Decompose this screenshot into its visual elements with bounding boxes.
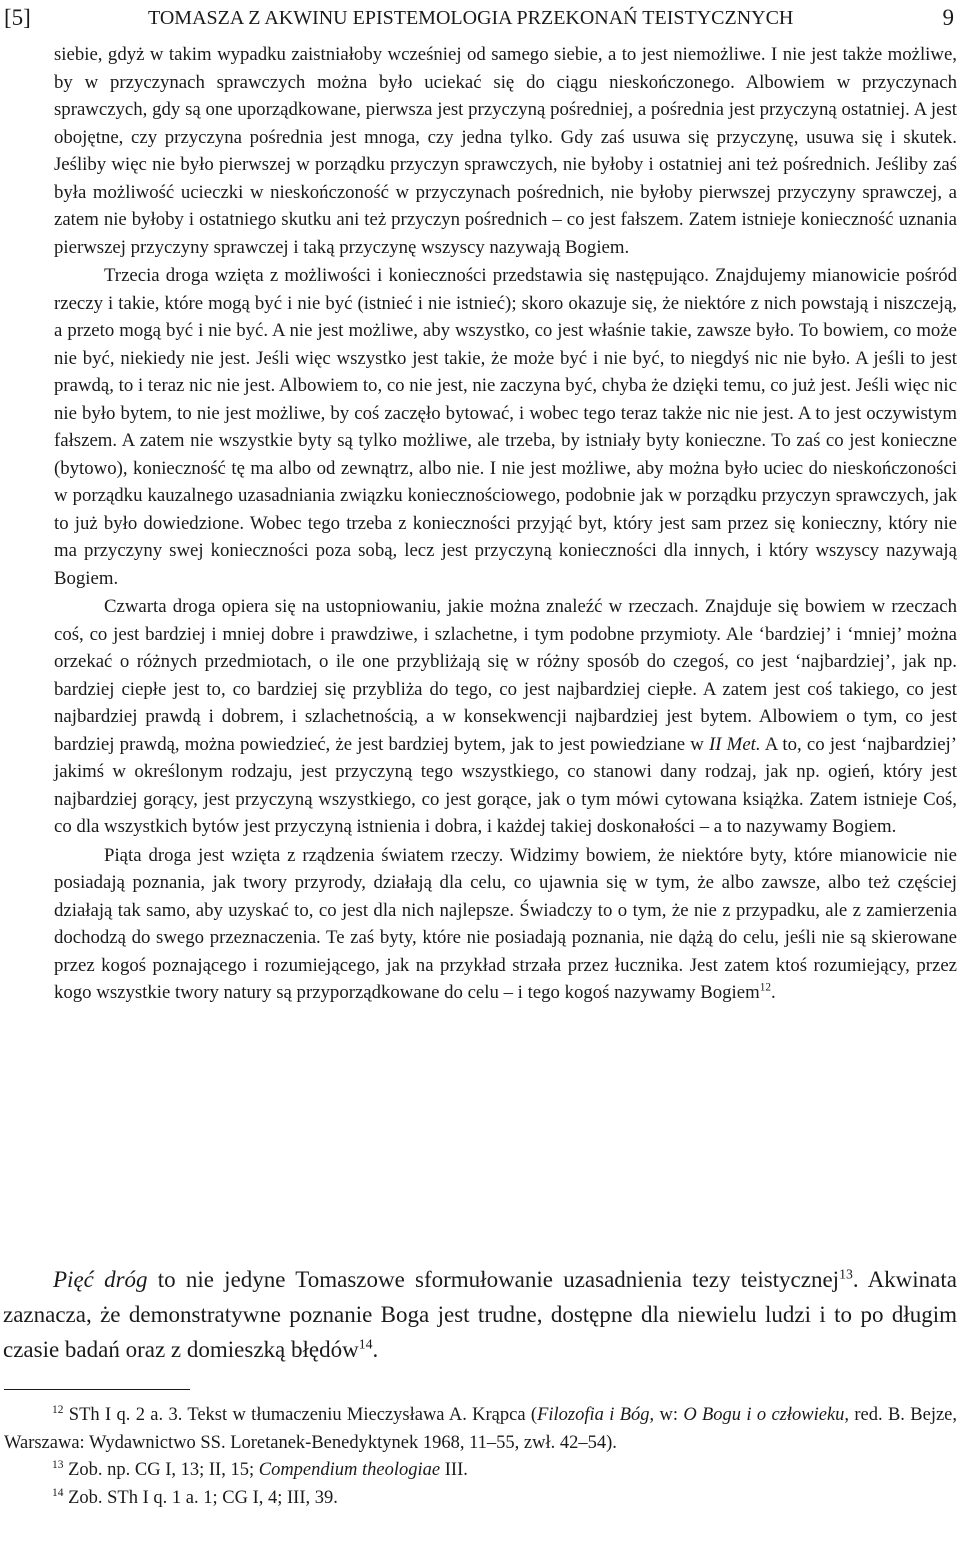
footnote-text: III.	[440, 1460, 468, 1480]
quote-paragraph: Trzecia droga wzięta z możliwości i konieczności przedstawia się następująco. Znajdujemy mianowicie pośród rzeczy i takie, które mogą być i nie być (istnieć i nie istnieć); skoro okazuje się, że niektóre z nich powstają i niszczeją, a przeto mogą być i nie być. A nie jest możliwe, aby wszystko, co jest właśnie takie, zawsze było. To bowiem, co może nie być, niekiedy nie jest. Jeśli więc wszystko jest takie, że może być i nie być, to niegdyś nic nie było. A jeśli to jest prawdą, to i teraz nic nie jest. Albowiem to, co nie jest, nie zaczyna być, chyba że dzięki temu, co już jest. Jeśli więc nic nie było bytem, to nie jest możliwe, by coś zaczęło bytować, i wobec tego teraz także nic nie jest. A to jest oczywistym fałszem. A zatem nie wszystkie byty są tylko możliwe, ale trzeba, by istniały byty konieczne. To zaś co jest konieczne (bytowo), konieczność tę ma albo od zewnątrz, albo nie. I nie jest możliwe, aby można było uciec do nieskończoności w porządku kauzalnego uzasadniania związku koniecznościowego, podobnie jak w porządku przyczyn sprawczych, jak to już było dowiedzione. Wobec tego trzeba z konieczności przyjąć byt, który jest sam przez się konieczny, który nie ma przyczyny swej konieczności poza sobą, lecz jest przyczyną konieczności dla innych, i który wszyscy nazywają Bogiem.	[54, 265, 957, 589]
footnote-reference[interactable]: 12	[759, 981, 771, 994]
body-segment: to nie jedyne Tomaszowe sformułowanie uzasadnienia tezy teistycznej	[147, 1267, 840, 1292]
footnote-text: Zob. np. CG I, 13; II, 15;	[63, 1460, 259, 1480]
quote-text: A to, co jest ‘najbardziej’ jakimś w określonym rodzaju, jest przyczyną tego wszystkiego, co stanowi dany rodzaj, jak np. ogień, który jest najbardziej gorący, jest przyczyną wszystkiego, co jest gorące, jak o tym mówi cytowana książka. Zatem istnieje Coś, co dla wszystkich bytów jest przyczyną istnienia i dobra, i każdej takiej doskonałości – a to nazywamy Bogiem.	[54, 733, 958, 837]
body-segment: . Akwinata zaznacza, że demonstratywne poznanie Boga jest trudne, dostępne dla niewielu ludzi i to po długim czasie badań oraz z domieszką błędów	[3, 1267, 957, 1362]
footnote-reference[interactable]: 13	[839, 1266, 853, 1282]
running-title: TOMASZA Z AKWINU EPISTEMOLOGIA PRZEKONAŃ TEISTYCZNYCH	[148, 7, 794, 29]
quote-text: Czwarta droga opiera się na ustopniowaniu, jakie można znaleźć w rzeczach. Znajduje się bowiem w rzeczach coś, co jest bardziej i mniej dobre i prawdziwe, i szlachetne, i tym podobne przymioty. Ale ‘bardziej’ i ‘mniej’ można orzekać o różnych przedmiotach, o ile one przybliżają się w różny sposób do czegoś, co jest ‘najbardziej’, jak np. bardziej ciepłe jest to, co bardziej się przybliża do tego, co jest najbardziej ciepłe. A zatem jest coś takiego, co jest najbardziej prawdą i dobrem, i szlachetnością, a w konsekwencji najbardziej jest bytem. Albowiem o tym, co jest bardziej prawdą, można powiedzieć, że jest bardziej bytem, jak to jest powiedziane w	[54, 596, 957, 755]
quote-paragraph	[54, 842, 957, 1007]
footnote-separator	[4, 1389, 190, 1390]
footnote-text: Zob. STh I q. 1 a. 1; CG I, 4; III, 39.	[63, 1487, 338, 1508]
body-segment: .	[372, 1337, 379, 1362]
quote-text: Piąta droga jest wzięta z rządzenia światem rzeczy. Widzimy bowiem, że niektóre byty, które mianowicie nie posiadają poznania, jak twory przyrody, działają dla celu, co ujawnia się w tym, że albo zawsze, albo też częściej działają tak samo, aby uzyskać to, co jest dla nich najlepsze. Świadczy to o tym, że nie z przypadku, ale z zamierzenia dochodzą do swego przeznaczenia. Te zaś byty, które nie posiadają poznania, nie dążą do celu, jeśli nie są skierowane przez kogoś poznającego i rozumiejącego, jak na przykład strzała przez łucznika. Jest zatem ktoś rozumiejący, przez kogo wszystkie twory natury są przyporządkowane do celu – i tego kogoś nazywamy Bogiem	[54, 844, 957, 1003]
citation-title: II Met.	[709, 733, 761, 755]
body-text	[3, 1262, 957, 1367]
footnote-14	[4, 1485, 957, 1513]
footnote-12	[4, 1402, 957, 1457]
body-paragraph	[3, 1262, 957, 1367]
footnote-text: , red. B. Bejze, Warszawa: Wydawnictwo SS. Loretanek-Benedyktynek 1968, 11–55, zwł. 42–54).	[4, 1405, 958, 1453]
block-quote	[54, 41, 957, 1007]
section-number: [5]	[4, 5, 31, 30]
footnote-title: O Bogu i o człowieku	[683, 1405, 845, 1425]
footnote-number: 13	[52, 1458, 64, 1471]
quote-paragraph	[54, 593, 957, 841]
running-header	[0, 0, 960, 40]
footnote-13	[4, 1457, 957, 1485]
footnotes	[4, 1402, 957, 1512]
footnote-number: 12	[52, 1403, 64, 1416]
italic-lead: Pięć dróg	[53, 1267, 148, 1292]
footnote-text: STh I q. 2 a. 3. Tekst w tłumaczeniu Mieczysława A. Krąpca (	[63, 1405, 538, 1425]
page-number: 9	[942, 5, 954, 30]
footnote-text: , w:	[649, 1405, 684, 1425]
footnote-title: Compendium theologiae	[258, 1460, 441, 1480]
quote-paragraph: siebie, gdyż w takim wypadku zaistniałoby wcześniej od samego siebie, a to jest niemożliwe. I nie jest także możliwe, by w przyczynach sprawczych można było uciekać się do ciągu nieskończonego. Albowiem w przyczynach sprawczych, gdy są one uporządkowane, pierwsza jest przyczyną pośredniej, a pośrednia jest przyczyną ostatniej. A jest obojętne, czy przyczyna pośrednia jest mnoga, czy jedna tylko. Gdy zaś usuwa się przyczynę, usuwa się i skutek. Jeśliby więc nie było pierwszej w porządku przyczyn sprawczych, nie byłoby i ostatniej ani też pośrednich. Jeśliby zaś była możliwość ucieczki w nieskończoność w przyczynach pośrednich, nie byłoby pierwszej przyczyny sprawczej, a zatem nie byłoby i ostatniego skutku ani też przyczyn pośrednich – co jest fałszem. Zatem istnieje konieczność uznania pierwszej przyczyny sprawczej i taką przyczynę wszyscy nazywają Bogiem.	[54, 44, 957, 258]
footnote-reference[interactable]: 14	[358, 1336, 373, 1352]
footnote-number: 14	[52, 1486, 64, 1499]
footnote-title: Filozofia i Bóg	[537, 1405, 650, 1425]
quote-text: .	[770, 982, 776, 1003]
